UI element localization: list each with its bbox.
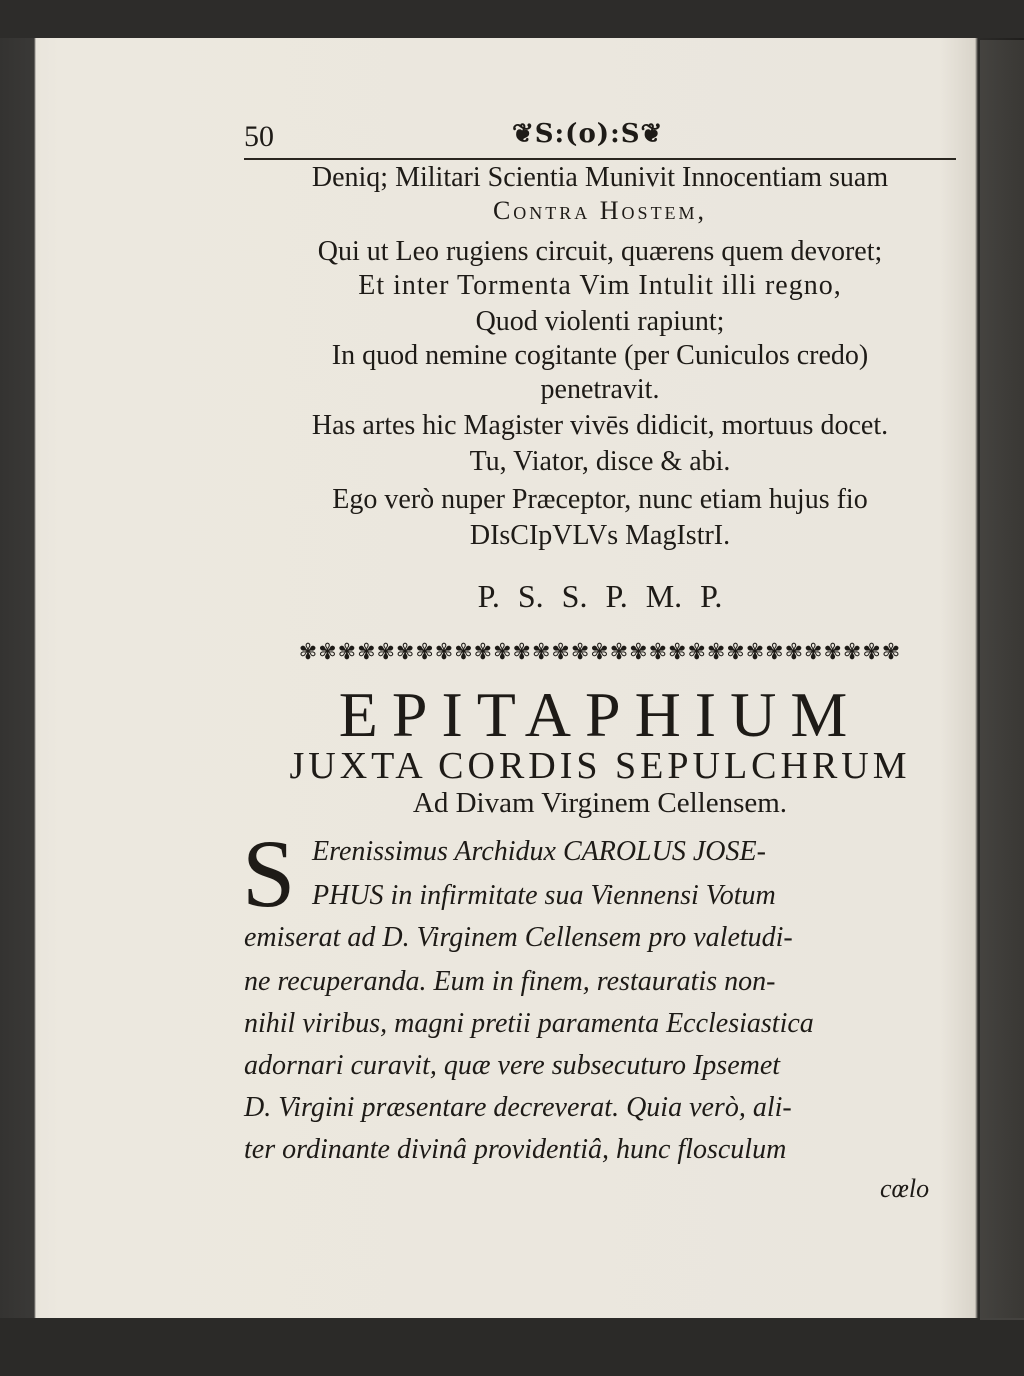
body-line: emiserat ad D. Virginem Cellensem pro valetudi- <box>244 922 793 953</box>
drop-cap: S <box>242 820 296 927</box>
inscription-line: In quod nemine cogitante (per Cuniculos credo) <box>331 340 869 371</box>
inscription-line: Has artes hic Magister vivēs didicit, mortuus docet. <box>311 410 889 441</box>
body-line: D. Virgini præsentare decreverat. Quia verò, ali- <box>244 1092 792 1123</box>
inscription-line: Tu, Viator, disce & abi. <box>469 446 731 477</box>
ornament-band: ✾✾✾✾✾✾✾✾✾✾✾✾✾✾✾✾✾✾✾✾✾✾✾✾✾✾✾✾✾✾✾ <box>298 640 902 665</box>
scan-bottom-margin <box>0 1318 1024 1376</box>
inscription-line: Et inter Tormenta Vim Intulit illi regno, <box>358 270 842 301</box>
inscription-line: Quod violenti rapiunt; <box>475 306 725 337</box>
body-line: ne recuperanda. Eum in finem, restauratis non- <box>244 966 776 997</box>
inscription-line: Ego verò nuper Præceptor, nunc etiam hujus fio <box>332 484 868 515</box>
epitaph-title: EPITAPHIUM <box>338 679 862 750</box>
page-number: 50 <box>244 120 274 153</box>
scan-top-margin <box>0 0 1024 38</box>
epitaph-subtitle: JUXTA CORDIS SEPULCHRUM <box>289 745 911 787</box>
inscription-line: Contra Hostem, <box>492 196 708 225</box>
inscription-line: DIsCIpVLVs MagIstrI. <box>469 520 731 551</box>
inscription-line: penetravit. <box>540 374 660 405</box>
body-line: adornari curavit, quæ vere subsecuturo Ipsemet <box>244 1050 781 1081</box>
header-rule <box>244 158 956 160</box>
inscription-line: Deniq; Militari Scientia Munivit Innocentiam suam <box>311 162 889 193</box>
body-line: Erenissimus Archidux CAROLUS JOSE- <box>312 836 766 867</box>
body-line: PHUS in infirmitate sua Viennensi Votum <box>312 880 776 911</box>
body-line: ter ordinante divinâ providentiâ, hunc flosculum <box>244 1134 787 1165</box>
catchword: cœlo <box>880 1174 930 1203</box>
headpiece-ornament: ❦S:(o):S❦ <box>512 119 664 149</box>
body-line: nihil viribus, magni pretii paramenta Ecclesiastica <box>244 1008 814 1039</box>
facing-page-edge <box>980 40 1024 1320</box>
inscription-sigla: P. S. S. P. M. P. <box>477 578 723 614</box>
inscription-line: Qui ut Leo rugiens circuit, quærens quem devoret; <box>317 236 883 267</box>
epitaph-dedication: Ad Divam Virginem Cellensem. <box>412 787 788 819</box>
